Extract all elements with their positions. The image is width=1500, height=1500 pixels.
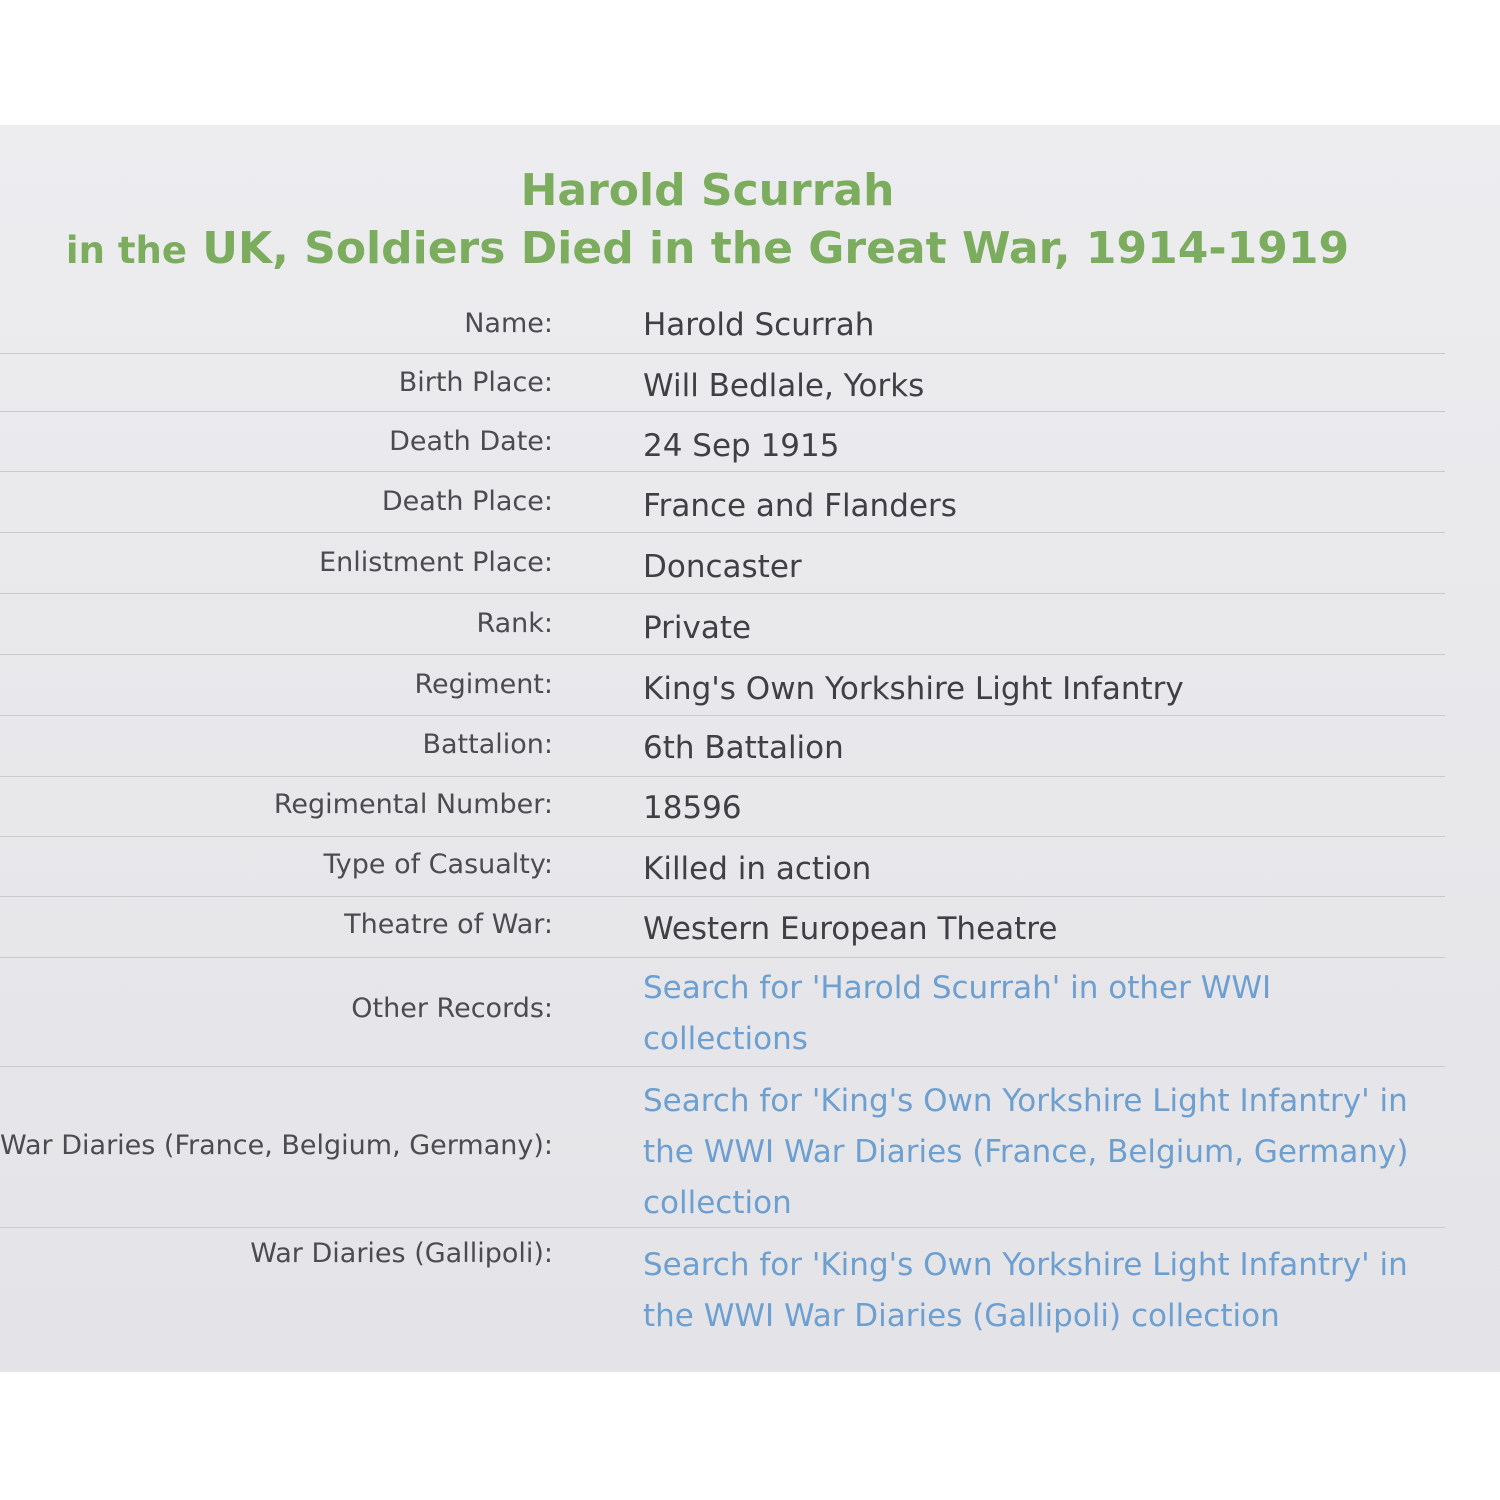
field-label: Death Date: [389, 426, 553, 457]
field-row-war-diaries-gallipoli [0, 1228, 1445, 1348]
field-value: France and Flanders [643, 488, 957, 524]
war-diaries-gallipoli-link[interactable]: Search for 'King's Own Yorkshire Light Infantry' in the WWI War Diaries (Gallipoli) collection [643, 1247, 1408, 1334]
field-row-regimental-number [0, 777, 1445, 837]
field-row-theatre-of-war [0, 897, 1445, 958]
field-value: Private [643, 610, 752, 646]
field-value: Harold Scurrah [643, 307, 875, 343]
field-row-rank [0, 594, 1445, 655]
record-page [0, 125, 1500, 1372]
field-value: King's Own Yorkshire Light Infantry [643, 671, 1184, 707]
field-value: Western European Theatre [643, 911, 1058, 947]
record-title-name: Harold Scurrah [520, 165, 895, 216]
field-row-other-records [0, 958, 1445, 1067]
field-row-birth-place [0, 354, 1445, 412]
record-title-collection [0, 221, 1415, 279]
field-row-death-date [0, 412, 1445, 472]
field-value: Doncaster [643, 549, 802, 585]
field-value: Will Bedlale, Yorks [643, 368, 925, 404]
field-row-regiment [0, 655, 1445, 716]
field-label: Death Place: [381, 486, 553, 517]
field-row-type-of-casualty [0, 837, 1445, 897]
field-label: War Diaries (Gallipoli): [250, 1238, 553, 1269]
field-row-enlistment-place [0, 533, 1445, 594]
field-label: Birth Place: [398, 367, 553, 398]
field-label: Regimental Number: [273, 789, 553, 820]
field-value: 6th Battalion [643, 730, 844, 766]
field-label: Regiment: [414, 669, 553, 700]
field-label: Enlistment Place: [319, 547, 553, 578]
field-row-battalion [0, 716, 1445, 777]
field-label: Theatre of War: [344, 909, 553, 940]
field-row-death-place [0, 472, 1445, 533]
field-label: Name: [464, 308, 553, 339]
field-row-war-diaries-france [0, 1067, 1445, 1228]
field-label: War Diaries (France, Belgium, Germany): [0, 1130, 553, 1161]
field-row-name [0, 305, 1445, 354]
field-label: Battalion: [422, 729, 553, 760]
field-value: 24 Sep 1915 [643, 428, 840, 464]
field-value: Killed in action [643, 851, 872, 887]
field-label: Other Records: [351, 993, 553, 1024]
other-records-link[interactable]: Search for 'Harold Scurrah' in other WWI collections [643, 970, 1272, 1057]
field-value: 18596 [643, 790, 742, 826]
field-label: Rank: [476, 608, 553, 639]
collection-name: UK, Soldiers Died in the Great War, 1914-1919 [202, 223, 1350, 274]
field-label: Type of Casualty: [323, 849, 553, 880]
record-title-prefix: in the [65, 229, 187, 272]
war-diaries-france-link[interactable]: Search for 'King's Own Yorkshire Light Infantry' in the WWI War Diaries (France, Belgium, Germany) collection [643, 1083, 1409, 1221]
